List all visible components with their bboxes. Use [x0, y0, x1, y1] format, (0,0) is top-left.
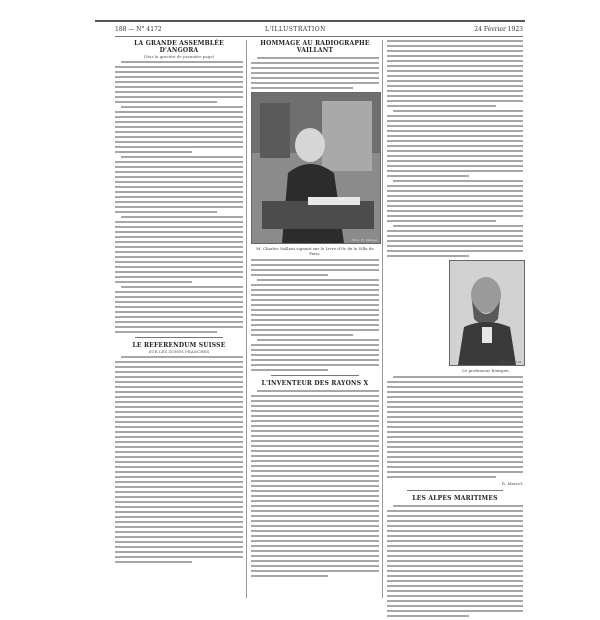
article-signature: R. Marcel.: [501, 481, 523, 486]
article-separator: [135, 337, 223, 338]
column-divider: [246, 40, 247, 598]
photo-rontgen-image: [450, 261, 524, 365]
article-title-inventeur: L'INVENTEUR DES RAYONS X: [261, 380, 369, 387]
article-body-inventeur-end: [387, 376, 523, 478]
masthead: L'ILLUSTRATION: [265, 26, 326, 33]
page-header: [115, 26, 523, 36]
article-body-angora: [115, 61, 243, 333]
article-title-hommage: HOMMAGE AU RADIOGRAPHE VAILLANT: [260, 40, 370, 54]
photo-credit-rontgen: Phot. Henri M.: [499, 360, 522, 364]
article-title-alpes: LES ALPES MARITIMES: [412, 495, 498, 502]
article-body-referendum: [115, 356, 243, 563]
column-divider: [382, 40, 383, 598]
article-title-referendum: LE REFERENDUM SUISSE: [132, 342, 226, 349]
page-number: 188 — N° 4172: [115, 26, 162, 33]
photo-credit: Phot. H. Manuel.: [352, 238, 378, 242]
header-rule: [115, 36, 523, 37]
article-separator: [271, 375, 359, 376]
article-subtitle-referendum: SUR LES ZONES FRANCHES: [148, 349, 210, 354]
column-right: [387, 40, 523, 620]
photo-caption-rontgen: Le professeur Röntgen.: [462, 368, 510, 373]
newspaper-page: [95, 20, 525, 598]
article-body-alpes: [387, 505, 523, 617]
photo-rontgen: [449, 260, 525, 366]
article-body-hommage-cont: [251, 259, 379, 371]
issue-date: 24 Février 1923: [474, 26, 523, 33]
column-middle: [251, 40, 379, 580]
column-left: [115, 40, 243, 566]
photo-vaillant: [251, 92, 381, 244]
article-title-angora: LA GRANDE ASSEMBLÉE D'ANGORA: [134, 40, 224, 54]
article-separator: [407, 490, 503, 491]
article-body-hommage: [251, 57, 379, 89]
photo-vaillant-image: [252, 93, 380, 243]
article-body-inventeur: [251, 390, 379, 577]
article-subtitle-angora: (Voir la gravure de première page): [143, 54, 215, 59]
photo-caption-vaillant: M. Charles Vaillant signant sur le Livre d'Or de la Ville de Paris.: [256, 246, 374, 256]
article-body-inventeur-cont: [387, 40, 523, 257]
top-rule: [95, 20, 525, 22]
